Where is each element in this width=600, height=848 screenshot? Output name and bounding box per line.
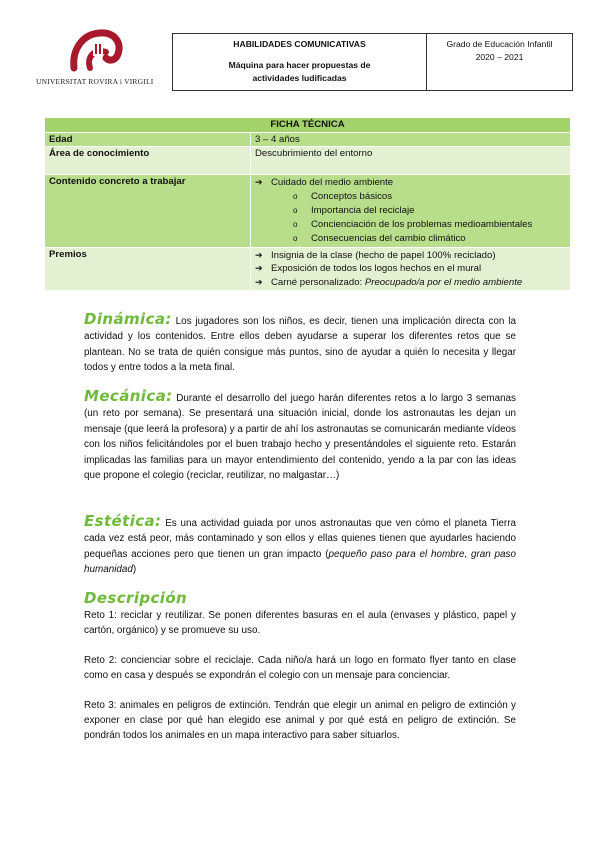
estetica-text: Es una actividad guiada por unos astronautas que ven cómo el planeta Tierra cada vez está peor, más contaminado y son ellos y ellas quienes tienen que ayudarles haciendo pequeñas acciones pero que tienen un gran impacto ( <box>84 518 516 560</box>
list-item: o Concienciación de los problemas medioambientales <box>255 218 566 232</box>
row-premios <box>45 247 571 291</box>
row-contenido <box>45 175 571 248</box>
premios-label: Premios <box>45 247 251 291</box>
reto-3: Reto 3: animales en peligros de extinción. Tendrán que elegir un animal en peligro de extinción y exponer en clase por qué han elegido ese animal y por qué está en peligro de extinción. Se pondrán todos los animales en un mapa interactivo para saber situarlos. <box>84 699 516 742</box>
degree-name: Grado de Educación Infantil <box>446 39 553 49</box>
edad-label: Edad <box>45 133 251 147</box>
section-descripcion <box>84 588 516 758</box>
dinamica-text: Los jugadores son los niños, es decir, tienen una implicación directa con la actividad y los contenidos. Entre ellos deben ayudarse a superar los diferentes retos que se plantean. No se trata de quién consigue más puntos, sino de ayudar a quién lo necesita y llegar todos y entre todos a la meta final. <box>84 316 516 374</box>
ficha-title: FICHA TÉCNICA <box>45 118 571 133</box>
premio-item: ➔ Insignia de la clase (hecho de papel 100% reciclado) <box>255 249 566 263</box>
section-dinamica <box>84 312 516 376</box>
urv-emblem-icon <box>66 28 126 74</box>
ficha-tecnica-table <box>44 117 571 291</box>
edad-value: 3 – 4 años <box>251 133 571 147</box>
university-name: UNIVERSITAT ROVIRA i VIRGILI <box>36 77 154 86</box>
header-course-box <box>172 33 427 91</box>
contenido-main: ➔ Cuidado del medio ambiente <box>255 176 566 190</box>
mecanica-text: Durante el desarrollo del juego harán diferentes retos a lo largo 3 semanas (un reto por semana). Se presentará una situación inicial, donde los astronautas les dejan un mensaje (que leerá la profesora) y a partir de ahí los astronautas se comunicarán mediante vídeos con los niños felicitándoles por el buen trabajo hecho y presentándoles el siguiente reto. Estarán implicadas las familias para un mayor entendimiento del contenido, yendo a la par con las ideas que propone el colegio (reciclar, reutilizar, no malgastar…) <box>84 393 516 482</box>
course-subtitle: Máquina para hacer propuestas de actividades ludificadas <box>228 60 371 83</box>
area-value: Descubrimiento del entorno <box>251 147 571 175</box>
section-estetica: Estética: Es una actividad guiada por unos astronautas que ven cómo el planeta Tierra cada vez está peor, más contaminado y son ellos y ellas quienes tienen que ayudarles haciendo pequeñas acciones pero que tienen un gran impacto (pequeño paso para el hombre, gran paso humanidad) <box>84 512 516 576</box>
estetica-heading: Estética: <box>84 512 162 530</box>
contenido-sublist <box>255 190 566 246</box>
dinamica-heading: Dinámica: <box>84 310 172 328</box>
row-area <box>45 147 571 175</box>
list-item: o Consecuencias del cambio climático <box>255 232 566 246</box>
university-logo <box>36 28 152 88</box>
reto-1: Reto 1: reciclar y reutilizar. Se ponen diferentes basuras en el aula (envases y plástico, papel y cartón, orgánico) y se promueve su uso. <box>84 610 516 637</box>
premios-cell <box>251 247 571 291</box>
list-item: o Conceptos básicos <box>255 190 566 204</box>
course-title: HABILIDADES COMUNICATIVAS <box>233 39 366 49</box>
area-label: Área de conocimiento <box>45 147 251 175</box>
list-item: o Importancia del reciclaje <box>255 204 566 218</box>
estetica-italic: pequeño paso para el hombre, gran paso humanidad <box>84 548 516 576</box>
descripcion-heading: Descripción <box>84 589 188 607</box>
mecanica-heading: Mecánica: <box>84 387 173 405</box>
header-degree-box <box>426 33 573 91</box>
row-edad <box>45 133 571 147</box>
academic-years: 2020 – 2021 <box>475 52 524 62</box>
contenido-label: Contenido concreto a trabajar <box>45 175 251 248</box>
section-mecanica <box>84 389 516 483</box>
premio-item: ➔ Carné personalizado: Preocupado/a por el medio ambiente <box>255 276 566 290</box>
reto-2: Reto 2: concienciar sobre el reciclaje. Cada niño/a hará un logo en formato flyer tanto en clase como en casa y después se expondrán el colegio con un mensaje para concienciar. <box>84 654 516 682</box>
premio-item: ➔ Exposición de todos los logos hechos en el mural <box>255 262 566 276</box>
contenido-cell <box>251 175 571 248</box>
